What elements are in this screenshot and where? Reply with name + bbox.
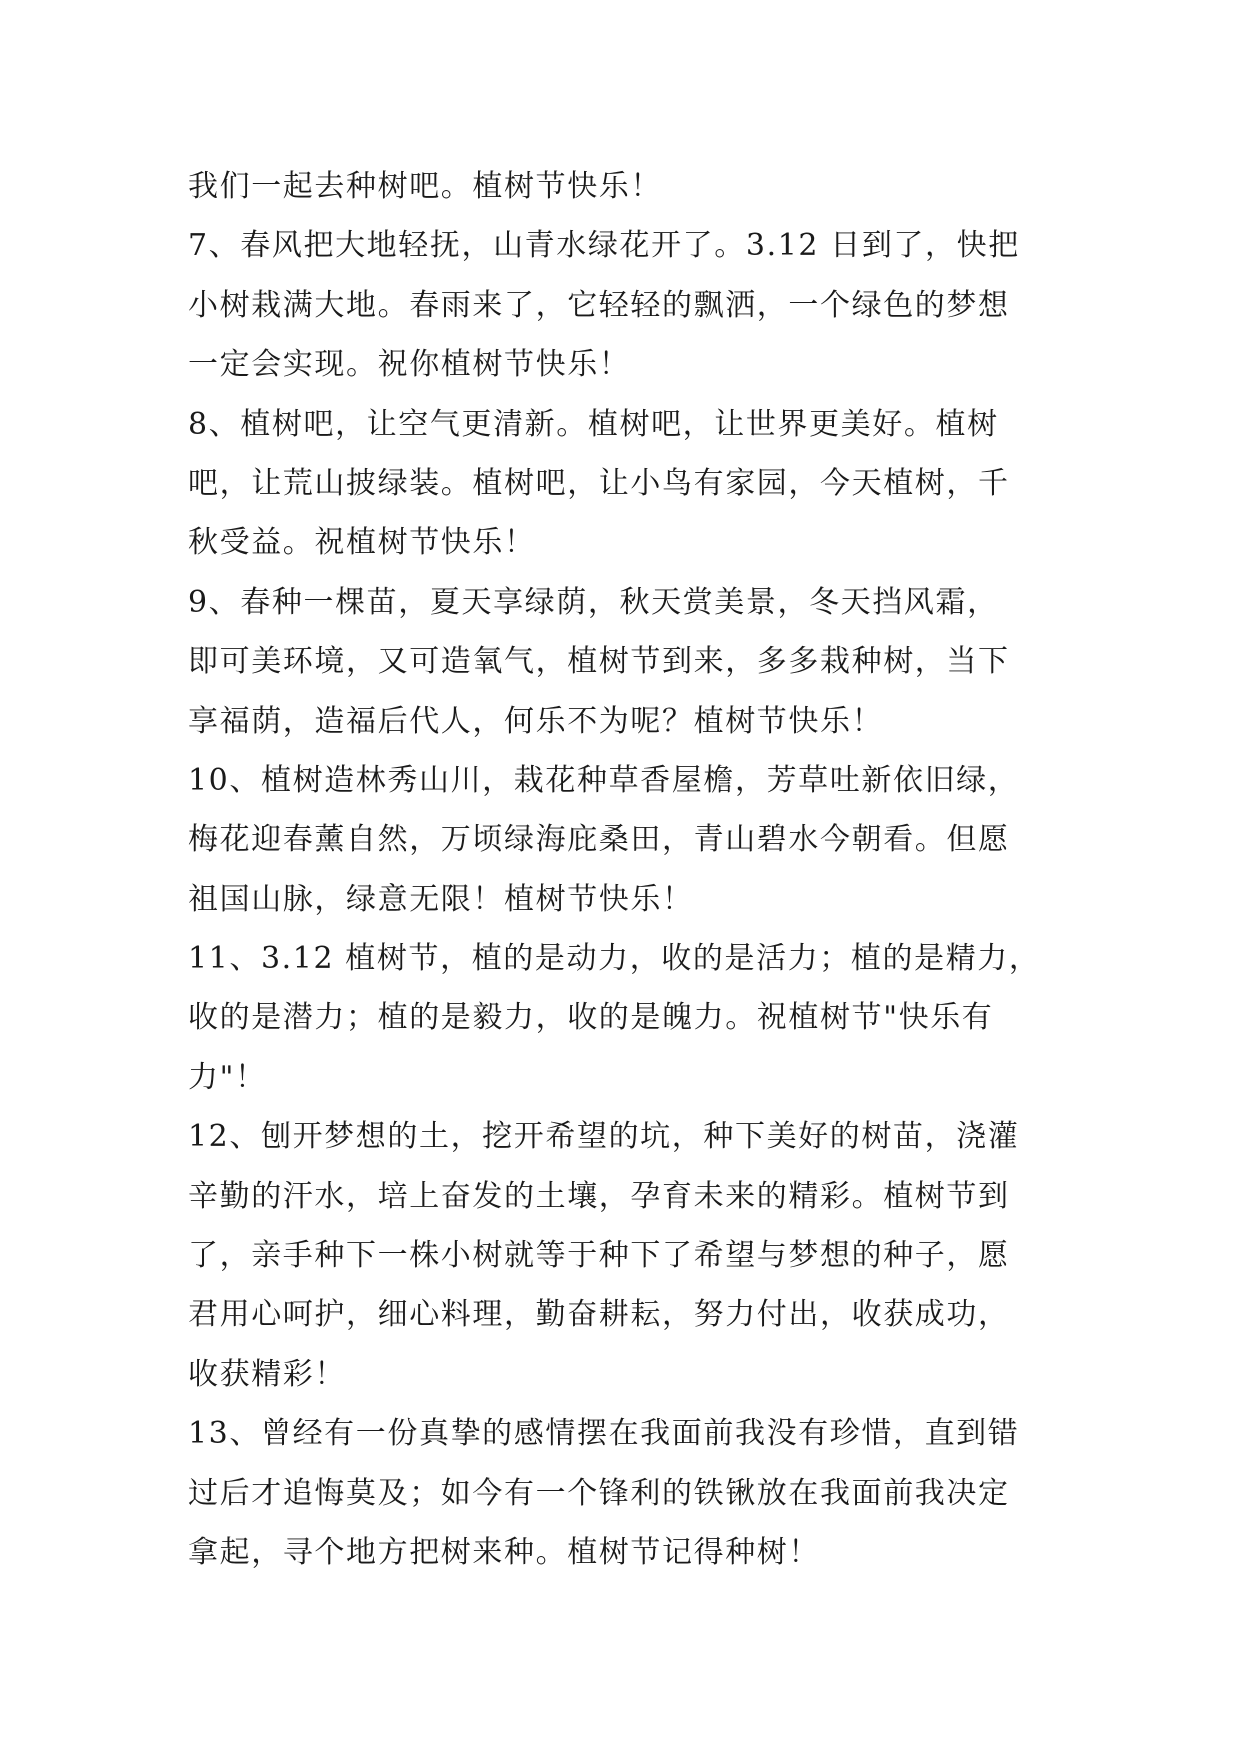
text-line: 拿起，寻个地方把树来种。植树节记得种树！	[188, 1534, 820, 1570]
text-line: 过后才追悔莫及；如今有一个锋利的铁锹放在我面前我决定	[188, 1475, 1010, 1511]
text-line: 力"！	[188, 1059, 267, 1095]
text-line: 10、植树造林秀山川，栽花种草香屋檐，芳草吐新依旧绿，	[188, 762, 1020, 798]
text-line: 收的是潜力；植的是毅力，收的是魄力。祝植树节"快乐有	[188, 1000, 994, 1036]
text-line: 吧，让荒山披绿装。植树吧，让小鸟有家园，今天植树，千	[188, 465, 1010, 501]
text-line: 12、刨开梦想的土，挖开希望的坑，种下美好的树苗，浇灌	[188, 1119, 1020, 1155]
text-line: 即可美环境，又可造氧气，植树节到来，多多栽种树，当下	[188, 644, 1010, 680]
text-line: 11、3.12 植树节，植的是动力，收的是活力；植的是精力，	[188, 941, 1041, 977]
text-line: 享福荫，造福后代人，何乐不为呢？植树节快乐！	[188, 703, 884, 739]
text-line: 祖国山脉，绿意无限！植树节快乐！	[188, 881, 694, 917]
text-line: 秋受益。祝植树节快乐！	[188, 525, 536, 561]
text-line: 一定会实现。祝你植树节快乐！	[188, 347, 631, 383]
document-body	[188, 157, 1068, 1582]
text-line: 了，亲手种下一株小树就等于种下了希望与梦想的种子，愿	[188, 1238, 1010, 1274]
text-line: 9、春种一棵苗，夏天享绿荫，秋天赏美景，冬天挡风霜，	[188, 584, 999, 620]
text-line: 君用心呵护，细心料理，勤奋耕耘，努力付出，收获成功，	[188, 1297, 1010, 1333]
text-line: 8、植树吧，让空气更清新。植树吧，让世界更美好。植树	[188, 406, 999, 442]
text-line: 梅花迎春薰自然，万顷绿海庇桑田，青山碧水今朝看。但愿	[188, 822, 1010, 858]
text-line: 收获精彩！	[188, 1356, 346, 1392]
text-line: 辛勤的汗水，培上奋发的土壤，孕育未来的精彩。植树节到	[188, 1178, 1010, 1214]
text-line: 小树栽满大地。春雨来了，它轻轻的飘洒，一个绿色的梦想	[188, 287, 1010, 323]
text-line: 7、春风把大地轻抚，山青水绿花开了。3.12 日到了，快把	[188, 228, 1020, 264]
text-line: 我们一起去种树吧。植树节快乐！	[188, 169, 662, 204]
text-line: 13、曾经有一份真挚的感情摆在我面前我没有珍惜，直到错	[188, 1416, 1020, 1452]
